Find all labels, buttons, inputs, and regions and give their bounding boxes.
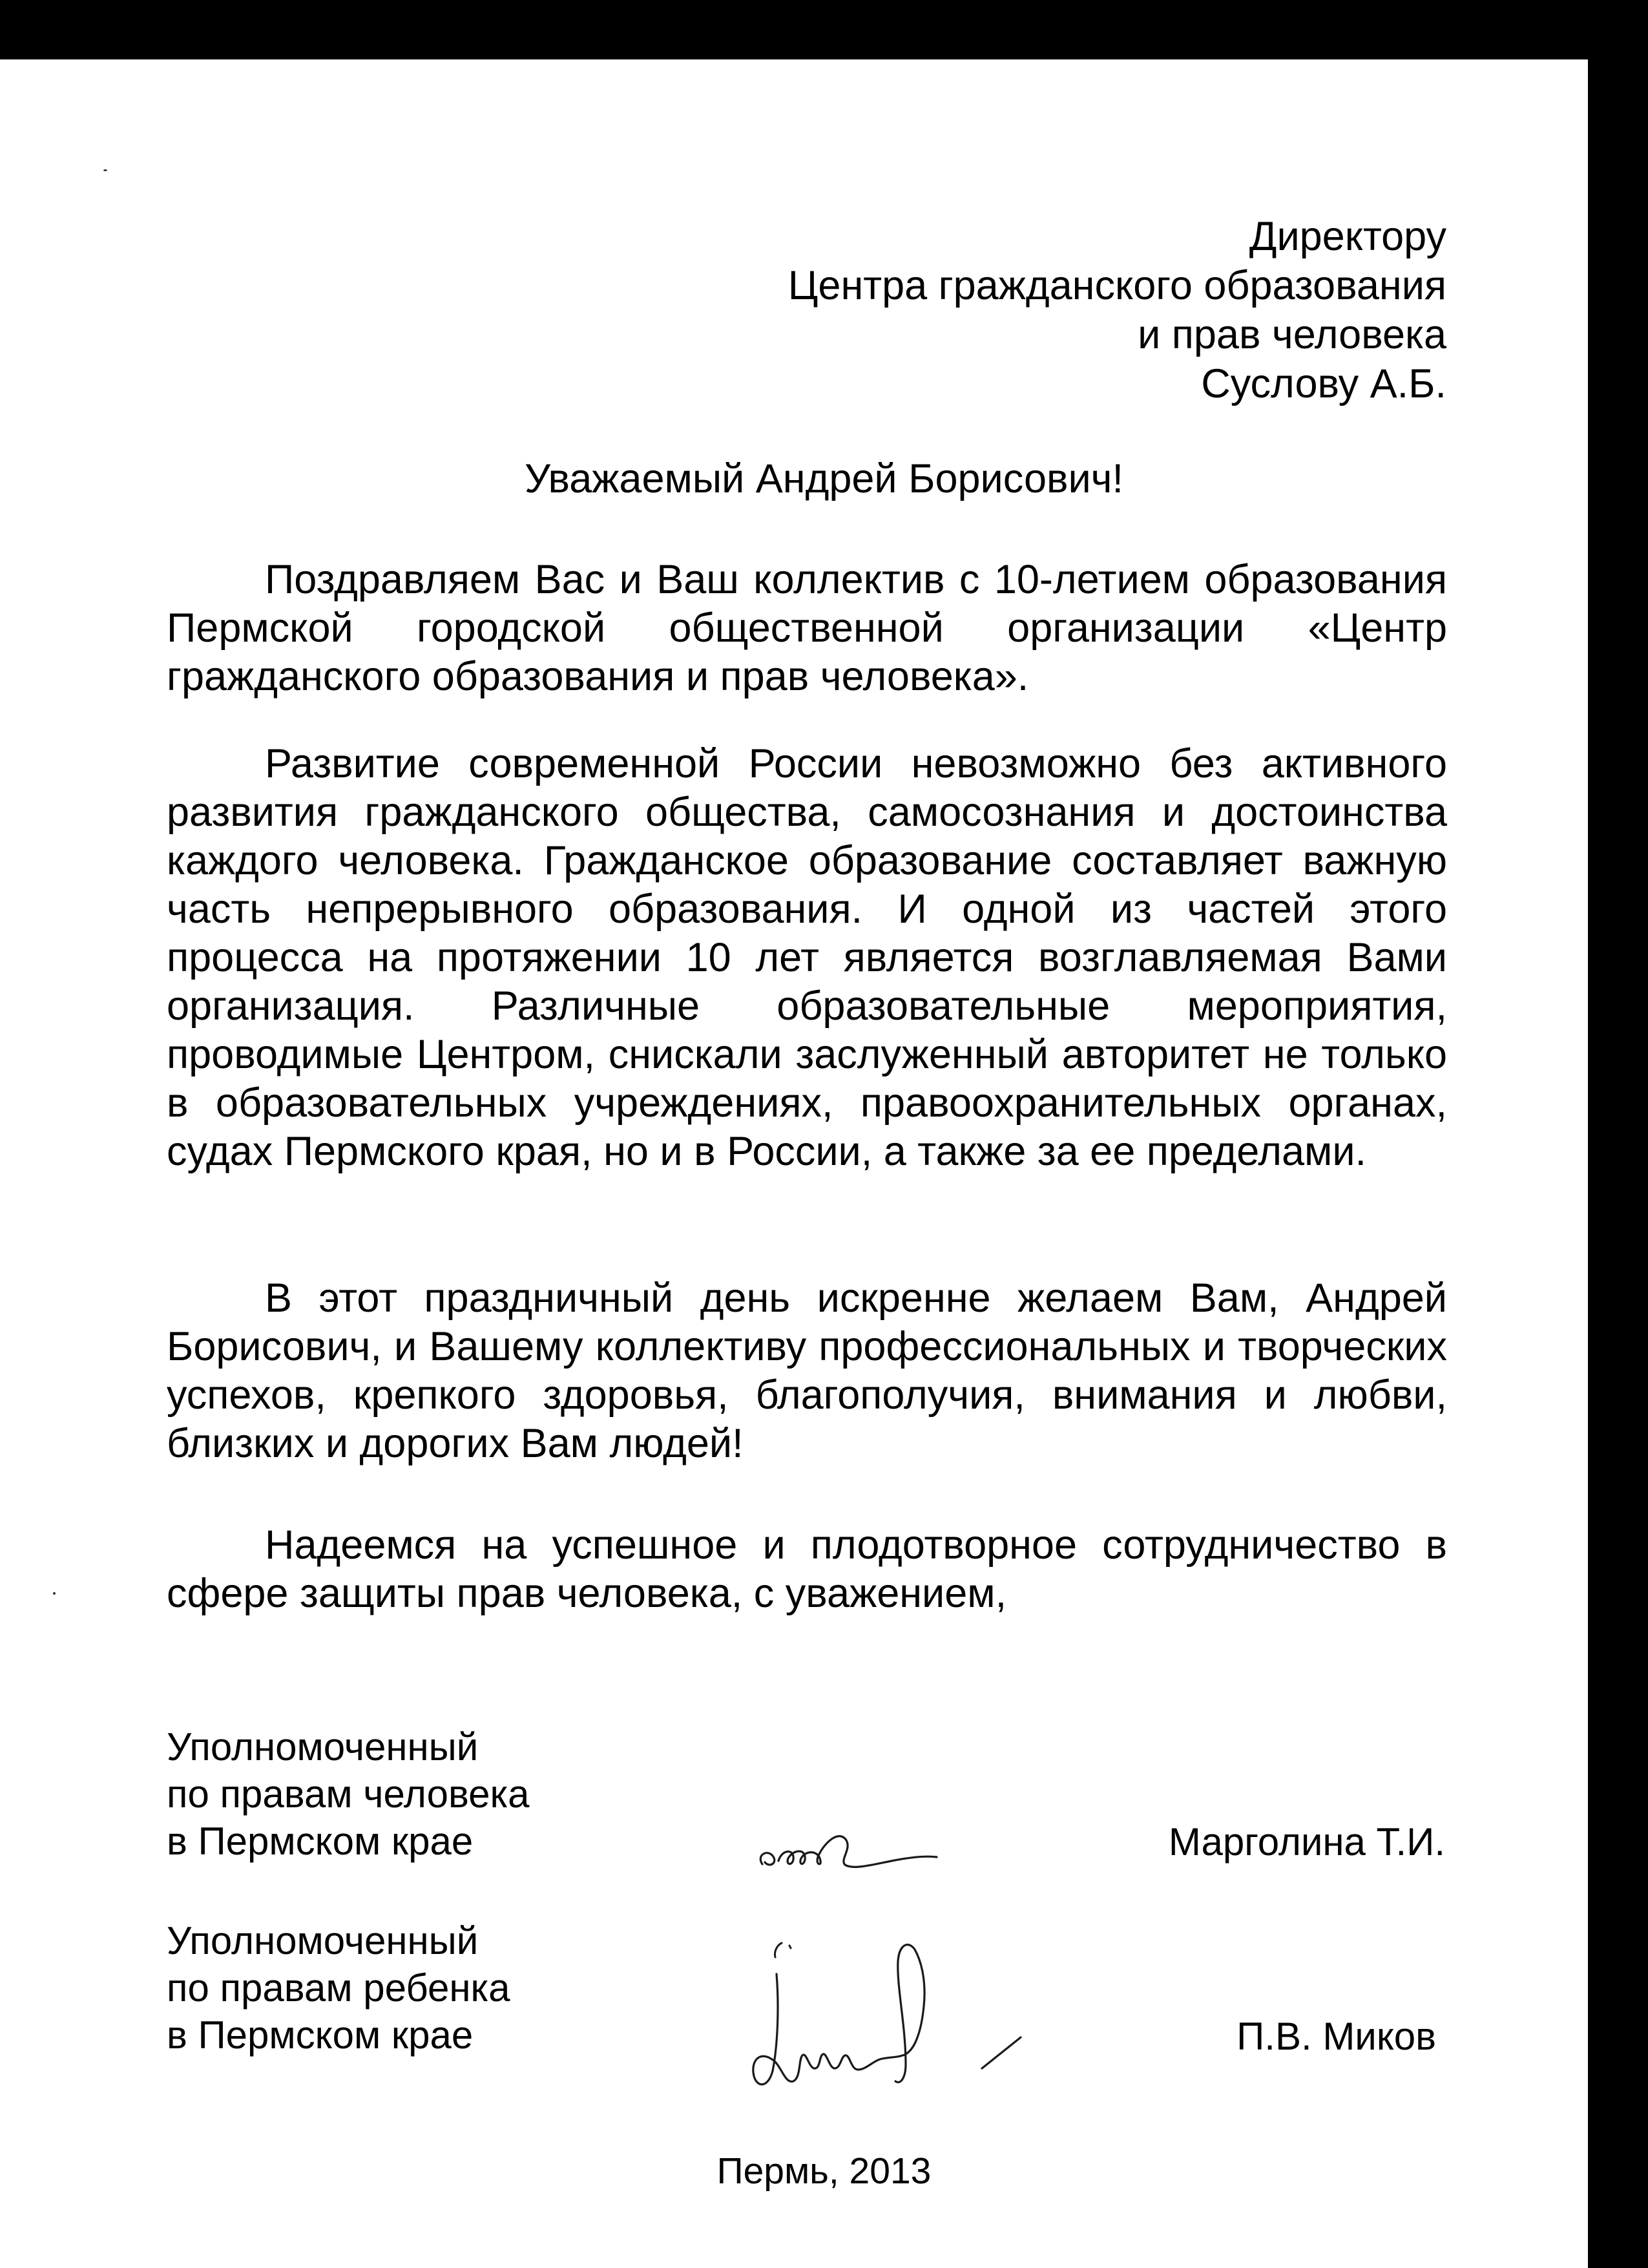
signatory-title-line: в Пермском крае <box>167 2013 474 2057</box>
signatory-name: П.В. Миков <box>1236 2015 1436 2058</box>
signatory-title-line: Уполномоченный <box>167 1725 479 1769</box>
addressee-line: Директору <box>1249 214 1446 259</box>
scan-speck <box>53 1592 56 1595</box>
addressee-line: и прав человека <box>1138 312 1446 357</box>
handwritten-signature <box>743 1803 943 1887</box>
addressee-line: Суслову А.Б. <box>1201 361 1446 406</box>
signatory-title-line: по правам ребенка <box>167 1966 510 2010</box>
body-paragraph: Надеемся на успешное и плодотворное сотрудничество в сфере защиты прав человека, с уважением, <box>167 1522 1447 1616</box>
addressee-block <box>788 212 1446 408</box>
scan-border-top <box>0 0 1648 59</box>
place-and-year: Пермь, 2013 <box>716 2150 932 2192</box>
signatory-title-line: по правам человека <box>167 1772 530 1816</box>
addressee-line: Центра гражданского образования <box>787 263 1446 308</box>
signatory-title-block <box>167 1723 529 1865</box>
signatory-title-block <box>167 1917 510 2059</box>
body-paragraph: Развитие современной России невозможно без активного развития гражданского общества, самосознания и достоинства каждого человека. Гражданское образование составляет важную часть непрерывного образования. И одной из частей этого процесса на протяжении 10 лет является возглавляемая Вами организация. Различные образовательные мероприятия, проводимые Центром, снискали заслуженный авторитет не только в образовательных учреждениях, правоохранительных органах, судах Пермского края, но и в России, а также за ее пределами. <box>167 741 1447 1174</box>
salutation: Уважаемый Андрей Борисович! <box>525 456 1123 501</box>
body-paragraph: В этот праздничный день искренне желаем Вам, Андрей Борисович, и Вашему коллективу профессиональных и творческих успехов, крепкого здоровья, благополучия, внимания и любви, близких и дорогих Вам людей! <box>167 1276 1447 1466</box>
body-paragraph: Поздравляем Вас и Ваш коллектив с 10-летием образования Пермской городской общественной организации «Центр гражданского образования и прав человека». <box>167 557 1447 699</box>
signatory-title-line: в Пермском крае <box>167 1820 474 1863</box>
scan-border-right <box>1588 0 1648 2268</box>
scan-speck <box>103 169 107 171</box>
signatory-name: Марголина Т.И. <box>1168 1820 1445 1864</box>
handwritten-signature <box>736 1935 1053 2103</box>
signatory-title-line: Уполномоченный <box>167 1919 479 1962</box>
